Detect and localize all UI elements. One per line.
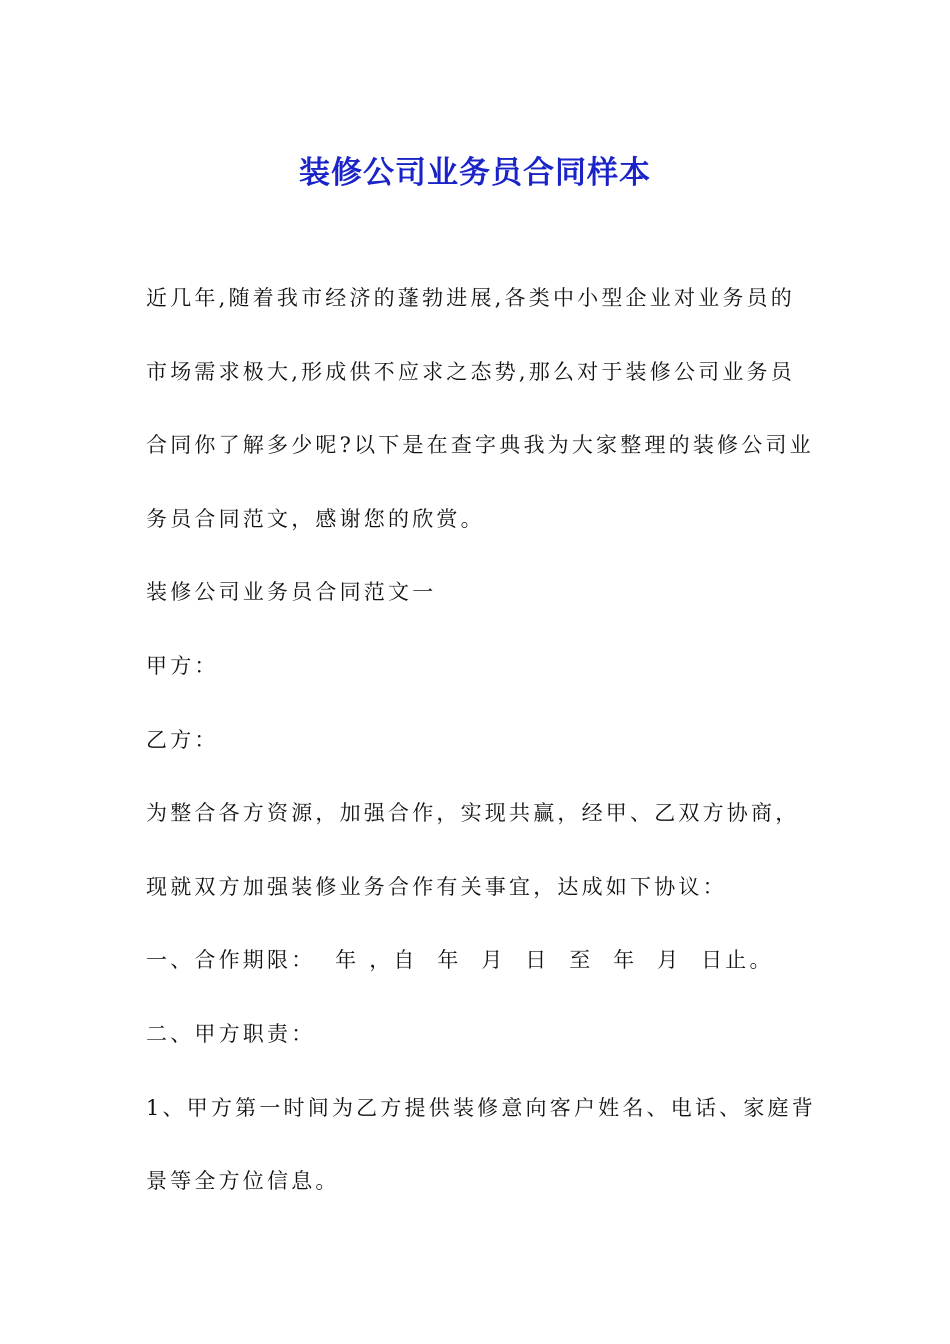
body-line: 合同你了解多少呢?以下是在查字典我为大家整理的装修公司业 <box>146 433 814 458</box>
clause-item: 1、甲方第一时间为乙方提供装修意向客户姓名、电话、家庭背 <box>146 1095 816 1120</box>
party-a-line: 甲方： <box>146 653 219 678</box>
body-line: 务员合同范文，感谢您的欣赏。 <box>146 506 485 531</box>
document-title: 装修公司业务员合同样本 <box>299 154 651 191</box>
document-body <box>146 262 816 1219</box>
party-b-line: 乙方： <box>146 727 219 752</box>
body-line: 近几年,随着我市经济的蓬勃进展,各类中小型企业对业务员的 <box>146 286 795 310</box>
body-line: 现就双方加强装修业务合作有关事宜，达成如下协议： <box>146 874 727 899</box>
body-line: 市场需求极大,形成供不应求之态势,那么对于装修公司业务员 <box>146 359 795 384</box>
clause-item: 景等全方位信息。 <box>146 1169 340 1194</box>
section-heading: 装修公司业务员合同范文一 <box>146 580 437 605</box>
clause-term: 一、合作期限： 年 ，自 年 月 日 至 年 月 日止。 <box>146 948 774 973</box>
body-line: 为整合各方资源，加强合作，实现共赢，经甲、乙双方协商， <box>146 801 800 826</box>
clause-heading: 二、甲方职责： <box>146 1021 316 1046</box>
